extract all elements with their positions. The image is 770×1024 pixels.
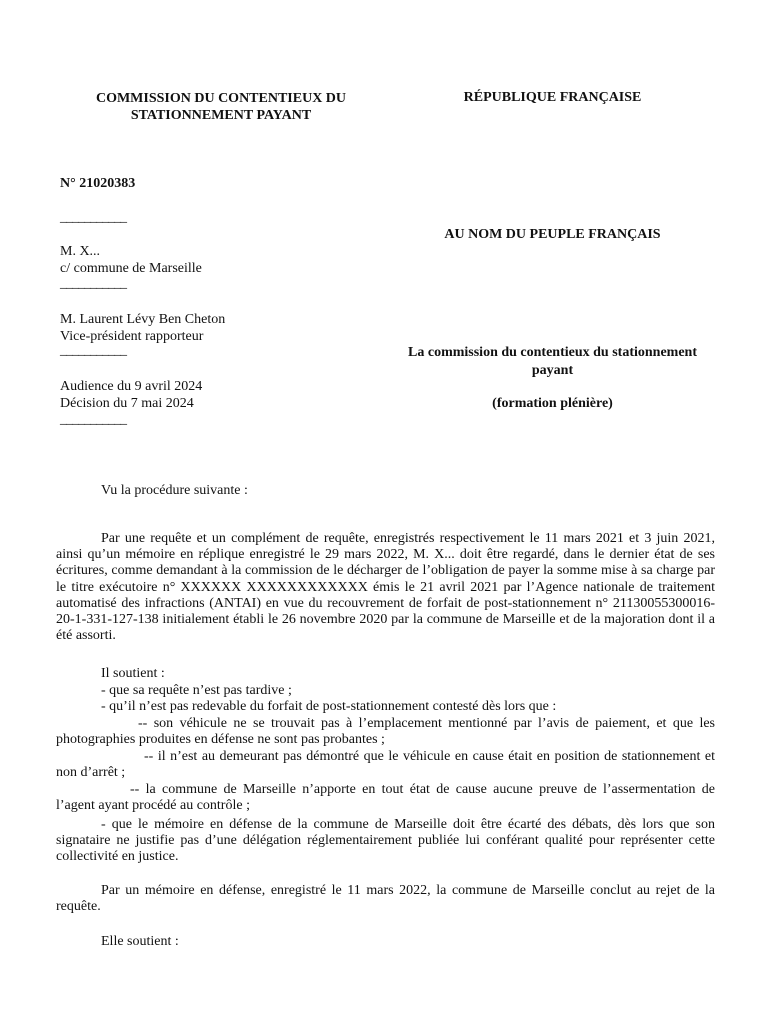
argument-subitem: -- il n’est au demeurant pas démontré que le véhicule en cause était en position de stationnement et non d’arrêt ;	[56, 749, 715, 781]
separator: ___________	[60, 412, 126, 427]
argument-item: - que le mémoire en défense de la commune de Marseille doit être écarté des débats, dès lors que son signataire ne justifie pas d’une délégation réglementairement publiée lui conférant qualité pour représenter cette collectivité en justice.	[56, 817, 715, 865]
commission-header	[56, 90, 386, 124]
separator: ___________	[60, 276, 126, 291]
procedure-intro: Vu la procédure suivante :	[101, 483, 248, 498]
formation: (formation plénière)	[492, 396, 613, 411]
parties-block	[60, 243, 202, 277]
applicant: M. X...	[60, 244, 101, 259]
argument-item: - que sa requête n’est pas tardive ;	[101, 683, 292, 698]
court-name	[385, 344, 720, 380]
rapporteur-name: M. Laurent Lévy Ben Cheton	[60, 312, 226, 327]
paragraph-defense: Par un mémoire en défense, enregistré le 11 mars 2022, la commune de Marseille conclut au rejet de la requête.	[56, 883, 715, 915]
commission-header-line2: STATIONNEMENT PAYANT	[130, 108, 312, 123]
dates-block	[60, 378, 202, 412]
respondent: c/ commune de Marseille	[60, 261, 202, 276]
court-name-line1: La commission du contentieux du stationnement	[408, 345, 697, 360]
court-name-line2: payant	[531, 363, 574, 378]
commission-header-line1: COMMISSION DU CONTENTIEUX DU	[95, 91, 347, 106]
soutient-heading: Il soutient :	[101, 666, 165, 681]
rapporteur-block	[60, 311, 225, 345]
separator: ___________	[60, 210, 126, 225]
argument-subitem: -- la commune de Marseille n’apporte en tout état de cause aucune preuve de l’assermentation de l’agent ayant procédé au contrôle ;	[56, 782, 715, 814]
hearing-date: Audience du 9 avril 2024	[60, 379, 203, 394]
argument-item: - qu’il n’est pas redevable du forfait de post-stationnement contesté dès lors que :	[101, 699, 557, 714]
case-number: N° 21020383	[60, 176, 136, 191]
decision-date: Décision du 7 mai 2024	[60, 396, 194, 411]
paragraph-request: Par une requête et un complément de requête, enregistrés respectivement le 11 mars 2021 et 3 juin 2021, ainsi qu’un mémoire en réplique enregistré le 29 mars 2022, M. X... doit être regardé, dans le dernier état de ses écritures, comme demandant à la commission de le décharger de l’obligation de payer la somme mise à sa charge par le titre exécutoire n° XXXXXX XXXXXXXXXXXX émis le 21 avril 2021 par l’Agence nationale de traitement automatisé des infractions (ANTAI) en vue du recouvrement de forfait de post-stationnement n° 21130055300016-20-1-331-127-138 initialement établi le 26 novembre 2020 par la commune de Marseille et de la majoration dont il a été assorti.	[56, 531, 715, 644]
argument-subitem: -- son véhicule ne se trouvait pas à l’emplacement mentionné par l’avis de paiement, et que les photographies produites en défense ne sont pas probantes ;	[56, 716, 715, 748]
republic-header: RÉPUBLIQUE FRANÇAISE	[463, 90, 642, 105]
elle-soutient-heading: Elle soutient :	[101, 934, 179, 949]
formula: AU NOM DU PEUPLE FRANÇAIS	[444, 227, 661, 242]
rapporteur-role: Vice-président rapporteur	[60, 329, 204, 344]
separator: ___________	[60, 343, 126, 358]
